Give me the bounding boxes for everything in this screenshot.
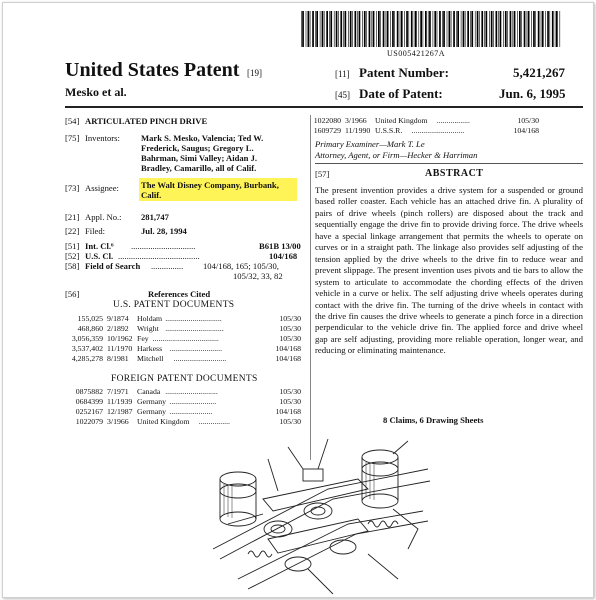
- barcode-bar: [443, 11, 445, 47]
- ref-date: 12/1987: [107, 407, 133, 416]
- ref-number: 3,056,359: [71, 334, 103, 343]
- barcode-bar: [411, 11, 413, 47]
- ref-date: 3/1966: [345, 116, 367, 125]
- search-dots: ...............: [151, 261, 184, 271]
- ref-name: Canada: [137, 387, 161, 396]
- inventors-line-1: Mark S. Mesko, Valencia; Ted W.: [141, 133, 264, 143]
- ref-number: 1022080: [313, 116, 341, 125]
- ref-class: 105/30: [279, 324, 301, 333]
- appl-number: 281,747: [141, 212, 169, 222]
- claims-sheets: 8 Claims, 6 Drawing Sheets: [383, 415, 484, 425]
- assignee-line-2: Calif.: [141, 190, 162, 200]
- barcode-bar: [376, 11, 377, 47]
- ref-number: 0875882: [75, 387, 103, 396]
- barcode-bar: [415, 11, 417, 47]
- ref-class: 104/168: [275, 407, 301, 416]
- filed-date: Jul. 28, 1994: [141, 226, 187, 236]
- f22-code: [22]: [65, 226, 80, 236]
- inventors-label: Inventors:: [85, 133, 120, 143]
- barcode-bar: [556, 11, 558, 47]
- author: Mesko et al.: [65, 85, 127, 99]
- barcode-bar: [329, 11, 330, 47]
- ref-class: 105/30: [517, 116, 539, 125]
- barcode-bar: [423, 11, 424, 47]
- search-label: Field of Search: [85, 261, 141, 271]
- barcode-bar: [505, 11, 507, 47]
- barcode-bar: [401, 11, 403, 47]
- filed-label: Filed:: [85, 226, 106, 236]
- uscl-dots: ......................................: [118, 251, 200, 261]
- ref-date: 3/1966: [107, 417, 129, 426]
- ref-number: 1609729: [313, 126, 341, 135]
- f52-code: [52]: [65, 251, 80, 261]
- barcode-bar: [373, 11, 375, 47]
- ref-date: 7/1971: [107, 387, 129, 396]
- barcode-bar: [524, 11, 526, 47]
- barcode-bar: [308, 11, 310, 47]
- search-value-2: 105/32, 33, 82: [233, 271, 283, 281]
- title-code: [19]: [247, 68, 262, 78]
- barcode-bar: [419, 11, 420, 47]
- barcode-bar: [386, 11, 387, 47]
- barcode-bar: [326, 11, 328, 47]
- barcode-bar: [394, 11, 395, 47]
- barcode-bar: [507, 11, 508, 47]
- us-patent-heading: U.S. PATENT DOCUMENTS: [113, 300, 235, 310]
- barcode-bar: [433, 11, 434, 47]
- barcode-bar: [437, 11, 438, 47]
- ref-dots: ...........................: [165, 387, 218, 396]
- barcode-bar: [510, 11, 512, 47]
- barcode-bar: [477, 11, 479, 47]
- barcode-bar: [486, 11, 488, 47]
- ref-dots: ..............................: [165, 324, 224, 333]
- barcode-bar: [465, 11, 466, 47]
- barcode-bar: [338, 11, 339, 47]
- barcode-bar: [340, 11, 342, 47]
- ref-date: 10/1962: [107, 334, 133, 343]
- ref-dots: ........................: [169, 397, 217, 406]
- patent-number-label: Patent Number:: [359, 65, 449, 80]
- f56-code: [56]: [65, 289, 80, 299]
- barcode-bar: [306, 11, 307, 47]
- barcode-bar: [357, 11, 358, 47]
- ref-date: 11/1939: [107, 397, 133, 406]
- barcode-bar: [527, 11, 528, 47]
- ref-class: 105/30: [279, 314, 301, 323]
- barcode-bar: [392, 11, 394, 47]
- barcode-bar: [533, 11, 535, 47]
- barcode-bar: [345, 11, 347, 47]
- barcode-bar: [519, 11, 521, 47]
- ref-number: 4,285,278: [71, 354, 103, 363]
- date-value: Jun. 6, 1995: [499, 86, 566, 101]
- ref-class: 105/30: [279, 387, 301, 396]
- date-label: Date of Patent:: [359, 86, 443, 101]
- ref-class: 105/30: [279, 334, 301, 343]
- barcode-bar: [380, 11, 381, 47]
- barcode-bar: [503, 11, 504, 47]
- barcode-bar: [449, 11, 451, 47]
- barcode-bar: [538, 11, 540, 47]
- barcode-bar: [420, 11, 422, 47]
- intcl-dots: ..............................: [131, 241, 196, 251]
- barcode-bar: [397, 11, 399, 47]
- ref-name: Germany: [137, 397, 167, 406]
- barcode-bar: [552, 11, 554, 47]
- barcode-bar: [489, 11, 490, 47]
- inventors-line-4: Bradley, Camarillo, all of Calif.: [141, 163, 257, 173]
- appl-label: Appl. No.:: [85, 212, 122, 222]
- barcode-bar: [390, 11, 391, 47]
- ref-date: 9/1874: [107, 314, 129, 323]
- abstract-rule: [315, 163, 583, 164]
- abstract-heading: ABSTRACT: [425, 168, 484, 179]
- barcode-bar: [451, 11, 452, 47]
- attorney: Attorney, Agent, or Firm—Hecker & Harriman: [315, 150, 478, 160]
- barcode-bar: [330, 11, 332, 47]
- barcode-bar: [343, 11, 344, 47]
- barcode-bar: [409, 11, 410, 47]
- assignee-line-1: The Walt Disney Company, Burbank,: [141, 180, 279, 190]
- barcode-bar: [463, 11, 465, 47]
- barcode-bar: [496, 11, 498, 47]
- barcode-bar: [362, 11, 363, 47]
- ref-class: 104/168: [275, 344, 301, 353]
- barcode-bar: [531, 11, 532, 47]
- f54-code: [54]: [65, 116, 80, 126]
- barcode-bar: [434, 11, 436, 47]
- barcode-bar: [550, 11, 551, 47]
- column-divider: [310, 115, 311, 460]
- barcode-bar: [560, 11, 561, 47]
- barcode-bar: [541, 11, 542, 47]
- f21-code: [21]: [65, 212, 80, 222]
- barcode-bar: [481, 11, 483, 47]
- foreign-patent-heading: FOREIGN PATENT DOCUMENTS: [111, 374, 258, 384]
- ref-date: 2/1892: [107, 324, 129, 333]
- barcode-bar: [352, 11, 353, 47]
- patent-title: United States Patent: [65, 59, 240, 81]
- inventors-line-2: Frederick, Saugus; Gregory L.: [141, 143, 254, 153]
- ref-class: 104/168: [275, 354, 301, 363]
- barcode-bar: [406, 11, 408, 47]
- barcode-bar: [302, 11, 304, 47]
- barcode-bar: [369, 11, 371, 47]
- ref-date: 8/1981: [107, 354, 129, 363]
- barcode-bar: [364, 11, 366, 47]
- ref-class: 105/30: [279, 417, 301, 426]
- ref-name: United Kingdom: [137, 417, 190, 426]
- uscl-label: U.S. Cl.: [85, 251, 114, 261]
- barcode-bar: [442, 11, 443, 47]
- document-page: [2, 2, 594, 598]
- barcode-bar: [439, 11, 441, 47]
- barcode-bar: [514, 11, 516, 47]
- barcode-bar: [535, 11, 536, 47]
- barcode-bar: [453, 11, 455, 47]
- barcode-bar: [498, 11, 499, 47]
- barcode-bar: [471, 11, 473, 47]
- barcode-bar: [310, 11, 311, 47]
- inventors-line-3: Bahrman, Simi Valley; Aidan J.: [141, 153, 258, 163]
- search-value-1: 104/168, 165; 105/30,: [203, 261, 279, 271]
- ref-name: U.S.S.R.: [375, 126, 403, 135]
- ref-dots: ......................: [169, 407, 213, 416]
- f51-code: [51]: [65, 241, 80, 251]
- barcode-bar: [336, 11, 338, 47]
- f73-code: [73]: [65, 183, 80, 193]
- ref-name: Germany: [137, 407, 167, 416]
- barcode-number: US005421267A: [387, 49, 446, 58]
- barcode-bar: [355, 11, 357, 47]
- uscl-value: 104/168: [269, 251, 298, 261]
- barcode-bar: [545, 11, 546, 47]
- ref-dots: ...........................: [411, 126, 465, 135]
- barcode-bar: [457, 11, 459, 47]
- barcode-bar: [404, 11, 405, 47]
- ref-dots: .................: [436, 116, 470, 125]
- barcode-bar: [400, 11, 401, 47]
- date-code: [45]: [335, 90, 350, 100]
- barcode-bar: [320, 11, 321, 47]
- ref-name: Wright: [137, 324, 159, 333]
- ref-name: Holdam: [137, 314, 163, 323]
- references-cited: References Cited: [148, 289, 211, 299]
- barcode-bar: [475, 11, 476, 47]
- ref-number: 0684399: [75, 397, 103, 406]
- barcode-bar: [461, 11, 462, 47]
- barcode-bar: [387, 11, 389, 47]
- barcode-bar: [456, 11, 457, 47]
- barcode-bar: [467, 11, 469, 47]
- patent-number-code: [11]: [335, 69, 350, 79]
- barcode-bar: [428, 11, 429, 47]
- barcode-bar: [513, 11, 514, 47]
- abstract-code: [57]: [315, 169, 330, 179]
- barcode: [299, 11, 564, 47]
- barcode-bar: [425, 11, 427, 47]
- barcode-bar: [517, 11, 518, 47]
- barcode-bar: [315, 11, 316, 47]
- barcode-bar: [334, 11, 335, 47]
- barcode-bar: [350, 11, 352, 47]
- ref-number: 468,860: [77, 324, 103, 333]
- barcode-bar: [447, 11, 448, 47]
- patent-number-value: 5,421,267: [513, 65, 565, 80]
- barcode-bar: [491, 11, 493, 47]
- f58-code: [58]: [65, 261, 80, 271]
- barcode-bar: [348, 11, 349, 47]
- barcode-bar: [359, 11, 361, 47]
- ref-name: Fey: [137, 334, 149, 343]
- header-rule: [65, 106, 583, 108]
- ref-dots: ..................................: [152, 334, 219, 343]
- ref-dots: .............................: [165, 314, 222, 323]
- ref-date: 11/1970: [107, 344, 133, 353]
- barcode-bar: [383, 11, 385, 47]
- barcode-bar: [542, 11, 544, 47]
- ref-number: 155,025: [77, 314, 103, 323]
- ref-number: 0252167: [75, 407, 103, 416]
- abstract-text: The present invention provides a drive system for a suspended or ground based roller coaster. Each vehicle has an attached drive fin. A plurality of pairs of drive wheels (pinch rollers) are disposed about the track and sequentially engage the drive fin to provide driving force. The drive wheels have a special linkage arrangement that permits the wheels to operate on curves or in a straight path. The linkage also provides self adjusting of the tension applied by the drive wheels to the drive fin to reduce wear and prevent slippage. The present invention uses pivots and tie bars to allow the system to articulate to accommodate the chording effects of the driven vehicle in a curve or helix. The self adjusting drive wheels operates during contact with the drive fin. The turning of the drive wheels in contact with the drive fin causes the drive wheels to generate a pinch force in a direction perpendicular to the vehicle drive fin. The applied force and drive wheel gap are self adjusting, providing more reliable operation, longer wear, and reducing or eliminating maintenance.: [315, 185, 583, 356]
- barcode-bar: [414, 11, 415, 47]
- ref-number: 1022079: [75, 417, 103, 426]
- ref-dots: ...........................: [173, 354, 227, 363]
- barcode-bar: [378, 11, 380, 47]
- barcode-bar: [547, 11, 549, 47]
- intcl-value: B61B 13/00: [259, 241, 301, 251]
- ref-dots: ................: [198, 417, 230, 426]
- ref-class: 105/30: [279, 397, 301, 406]
- barcode-bar: [324, 11, 325, 47]
- barcode-bar: [479, 11, 480, 47]
- primary-examiner: Primary Examiner—Mark T. Le: [315, 139, 425, 149]
- patent-drawing: [208, 429, 433, 598]
- f75-code: [75]: [65, 133, 80, 143]
- ref-name: United Kingdom: [375, 116, 428, 125]
- barcode-bar: [521, 11, 522, 47]
- ref-dots: ...........................: [169, 344, 223, 353]
- barcode-bar: [555, 11, 556, 47]
- barcode-bar: [500, 11, 502, 47]
- intcl-label: Int. Cl.⁶: [85, 241, 114, 251]
- ref-name: Harkess: [137, 344, 163, 353]
- barcode-bar: [470, 11, 471, 47]
- barcode-bar: [429, 11, 431, 47]
- ref-class: 104/168: [513, 126, 539, 135]
- barcode-bar: [372, 11, 373, 47]
- ref-name: Mitchell: [137, 354, 164, 363]
- barcode-bar: [316, 11, 318, 47]
- barcode-bar: [312, 11, 314, 47]
- barcode-bar: [366, 11, 367, 47]
- barcode-bar: [484, 11, 485, 47]
- assignee-label: Assignee:: [85, 183, 119, 193]
- invention-title: ARTICULATED PINCH DRIVE: [85, 116, 208, 126]
- barcode-bar: [528, 11, 530, 47]
- barcode-bar: [301, 11, 302, 47]
- ref-number: 3,537,402: [71, 344, 103, 353]
- barcode-bar: [493, 11, 494, 47]
- barcode-bar: [322, 11, 324, 47]
- ref-date: 11/1990: [345, 126, 371, 135]
